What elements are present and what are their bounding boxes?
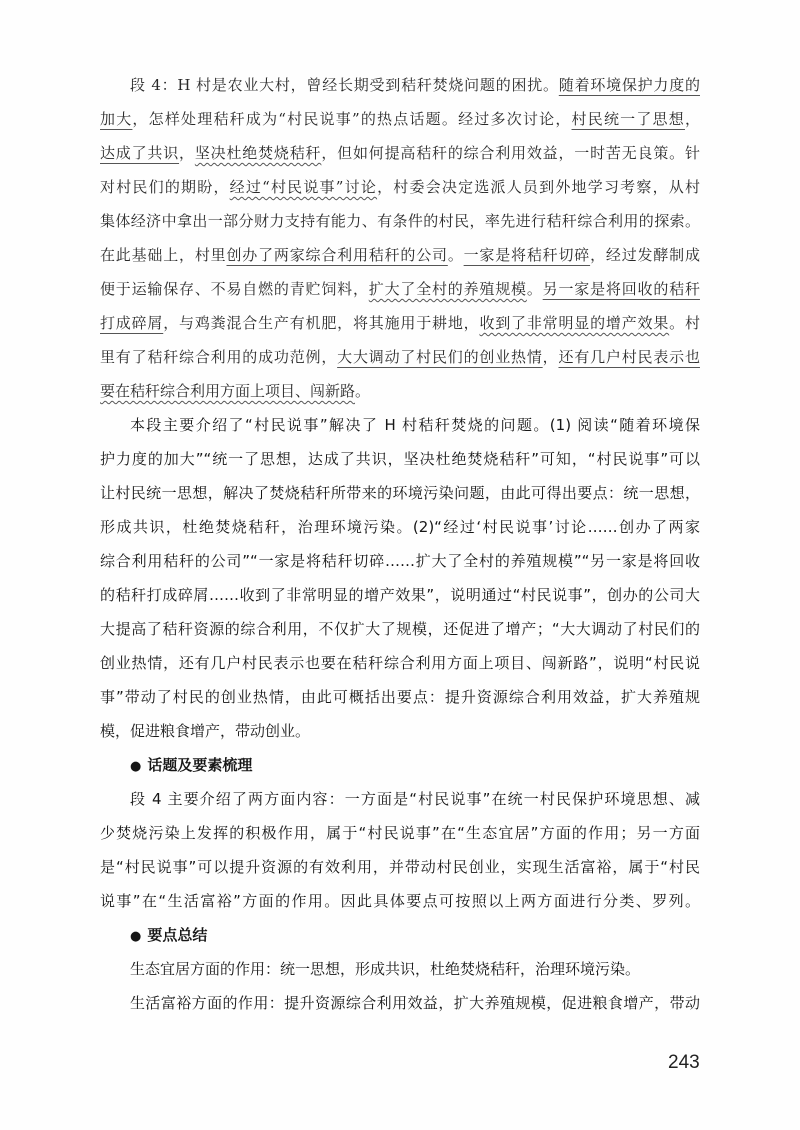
- underlined-phrase: 加大: [100, 110, 133, 128]
- text-segment: ，: [542, 348, 559, 366]
- text-segment: 对村民们的期盼，: [100, 178, 230, 196]
- paragraph-3-line: 段 4 主要介绍了两方面内容：一方面是“村民说事”在统一村民保护环境思想、减: [130, 790, 700, 808]
- text-segment: ，但如何提高秸秆的综合利用效益，一时苦无良策。针: [321, 144, 700, 162]
- text-segment: 在此基础上，村里: [100, 246, 227, 264]
- summary-line-ecology: 生态宜居方面的作用：统一思想，形成共识，杜绝焚烧秸秆，治理环境污染。: [130, 960, 641, 978]
- paragraph-3-line: 少焚烧污染上发挥的积极作用，属于“村民说事”在“生态宜居”方面的作用；另一方面: [100, 824, 700, 842]
- paragraph-1-line: [100, 68, 700, 102]
- paragraph-1-line: [100, 170, 700, 204]
- underlined-phrase: 扩大了全村的养殖规模: [368, 280, 527, 298]
- text-segment: 便于运输保存、不易自燃的青贮饲料，: [100, 280, 369, 298]
- paragraph-1-line: [100, 306, 700, 340]
- text-segment: 。村: [669, 314, 700, 332]
- section-heading-summary: [100, 918, 700, 952]
- paragraph-2-line: 让村民统一思想，解决了焚烧秸秆所带来的环境污染问题，由此可得出要点：统一思想，: [100, 484, 700, 502]
- underlined-phrase: 另一家是将回收的秸秆: [542, 280, 700, 298]
- text-segment: ，经过发酵制成: [590, 246, 700, 264]
- underlined-phrase: 创办了两家综合利用秸秆的公司: [226, 246, 448, 264]
- bullet-icon: ●: [130, 759, 142, 774]
- paragraph-1-line: [100, 136, 700, 170]
- paragraph-2-line: 护力度的加大”“统一了思想，达成了共识，坚决杜绝焚烧秸秆”可知，“村民说事”可以: [100, 450, 700, 468]
- paragraph-3-line: 是“村民说事”可以提升资源的有效利用，并带动村民创业，实现生活富裕，属于“村民: [100, 858, 700, 876]
- text-segment: 。: [355, 382, 371, 400]
- paragraph-1-line: [100, 374, 700, 408]
- underlined-phrase: 要在秸秆综合利用方面上项目、闯新路: [100, 382, 356, 400]
- paragraph-2-line: 模，促进粮食增产，带动创业。: [100, 722, 311, 740]
- underlined-phrase: 村民统一了思想: [571, 110, 685, 128]
- paragraph-2-line: 的秸秆打成碎屑……收到了非常明显的增产效果”，说明通过“村民说事”，创办的公司大: [100, 586, 700, 604]
- text-segment: 里有了秸秆综合利用的成功范例，: [100, 348, 338, 366]
- text-block: [100, 68, 700, 1020]
- text-segment: ，与鸡粪混合生产有机肥，将其施用于耕地，: [163, 314, 480, 332]
- text-segment: ，村委会决定选派人员到外地学习考察，从村: [377, 178, 700, 196]
- underlined-phrase: 收到了非常明显的增产效果: [479, 314, 670, 332]
- bullet-icon: ●: [130, 929, 142, 944]
- paragraph-3-line: 说事”在“生活富裕”方面的作用。因此具体要点可按照以上两方面进行分类、罗列。: [100, 892, 700, 910]
- text-segment: 。: [447, 246, 464, 264]
- paragraph-2-line: 大提高了秸秆资源的综合利用，不仅扩大了规模，还促进了增产；“大大调动了村民们的: [100, 620, 700, 638]
- paragraph-1-line: [100, 238, 700, 272]
- paragraph-1-line: [100, 102, 700, 136]
- text-segment: ，: [179, 144, 195, 162]
- underlined-phrase: 随着环境保护力度的: [558, 76, 700, 94]
- text-segment: ，怎样处理秸秆成为“村民说事”的热点话题。经过多次讨论，: [132, 110, 572, 128]
- section-heading-topics: [100, 748, 700, 782]
- summary-line-prosperity: 生活富裕方面的作用：提升资源综合利用效益，扩大养殖规模，促进粮食增产，带动: [130, 994, 700, 1012]
- text-segment: 。: [526, 280, 543, 298]
- paragraph-2-line: 创业热情，还有几户村民表示也要在秸秆综合利用方面上项目、闯新路”，说明“村民说: [100, 654, 700, 672]
- paragraph-2-line: 本段主要介绍了“村民说事”解决了 H 村秸秆焚烧的问题。(1) 阅读“随着环境保: [130, 416, 700, 434]
- text-segment: 段 4：H 村是农业大村，曾经长期受到秸秆焚烧问题的困扰。: [130, 76, 559, 94]
- paragraph-1-line: [100, 204, 700, 238]
- underlined-phrase: 打成碎屑: [100, 314, 164, 332]
- paragraph-2-line: 事”带动了村民的创业热情，由此可概括出要点：提升资源综合利用效益，扩大养殖规: [100, 688, 700, 706]
- underlined-phrase: 坚决杜绝焚烧秸秆: [194, 144, 322, 162]
- underlined-phrase: 一家是将秸秆切碎: [463, 246, 591, 264]
- underlined-phrase: 大大调动了村民们的创业热情: [337, 348, 543, 366]
- paragraph-1-line: [100, 340, 700, 374]
- underlined-phrase: 经过“村民说事”讨论: [229, 178, 378, 196]
- section-heading-title: 要点总结: [147, 926, 208, 944]
- underlined-phrase: 达成了共识: [100, 144, 180, 162]
- page-number: 243: [668, 1052, 700, 1073]
- text-segment: 集体经济中拿出一部分财力支持有能力、有条件的村民，率先进行秸秆综合利用的探索。: [100, 212, 700, 230]
- paragraph-1-line: [100, 272, 700, 306]
- paragraph-2-line: 综合利用秸秆的公司”“一家是将秸秆切碎……扩大了全村的养殖规模”“另一家是将回收: [100, 552, 700, 570]
- paragraph-2-line: 形成共识，杜绝焚烧秸秆，治理环境污染。(2)“经过‘村民说事’讨论……创办了两家: [100, 518, 700, 536]
- text-segment: ，: [684, 110, 700, 128]
- section-heading-title: 话题及要素梳理: [147, 756, 253, 774]
- underlined-phrase: 还有几户村民表示也: [558, 348, 700, 366]
